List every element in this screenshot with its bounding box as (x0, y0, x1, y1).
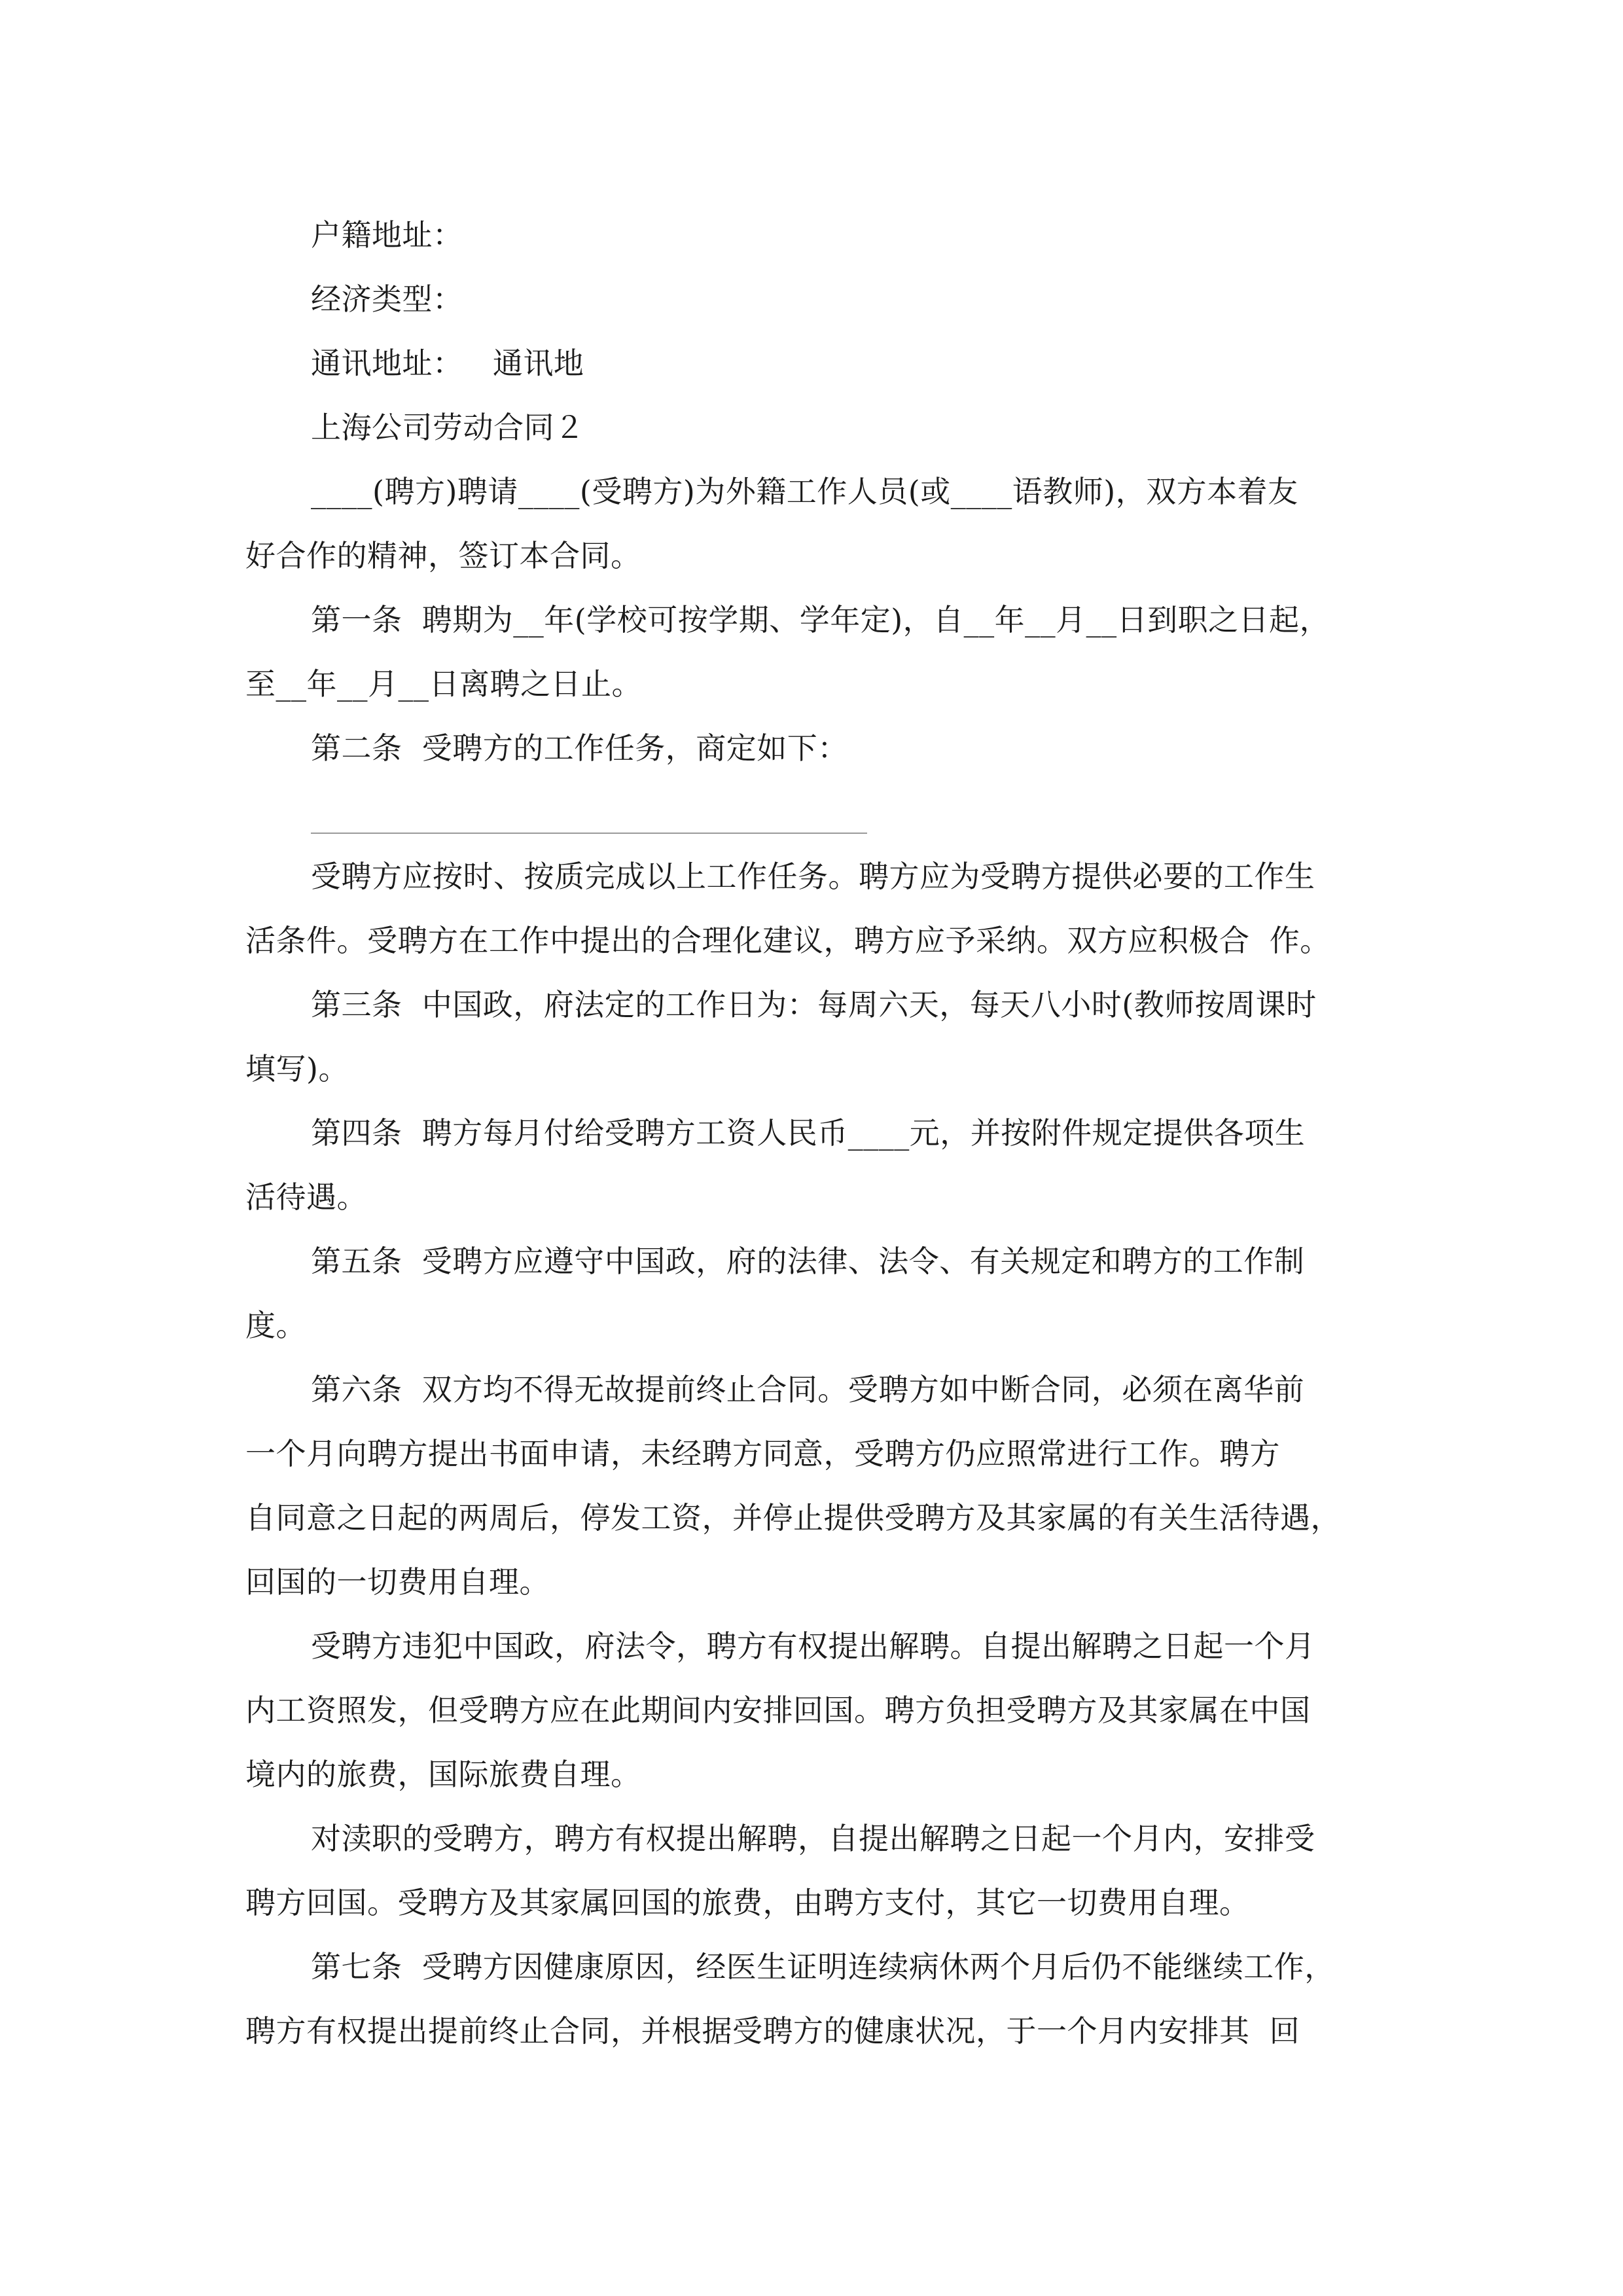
household-address-line: 户籍地址： (311, 217, 463, 253)
article-1-line: 第一条 聘期为__年(学校可按学期、学年定)，自__年__月__日到职之日起， (311, 602, 1330, 637)
paragraph-line: 内工资照发，但受聘方应在此期间内安排回国。聘方负担受聘方及其家属在中国 (245, 1693, 1311, 1728)
article-5-line: 第五条 受聘方应遵守中国政，府的法律、法令、有关规定和聘方的工作制 (311, 1244, 1305, 1279)
paragraph-line: ____(聘方)聘请____(受聘方)为外籍工作人员(或____语教师)，双方本着友 (311, 474, 1298, 509)
paragraph-line: 对渎职的受聘方，聘方有权提出解聘，自提出解聘之日起一个月内，安排受 (311, 1821, 1315, 1856)
paragraph-line: 自同意之日起的两周后，停发工资，并停止提供受聘方及其家属的有关生活待遇， (245, 1500, 1341, 1535)
article-2-line: 第二条 受聘方的工作任务，商定如下： (311, 730, 848, 766)
paragraph-line: 聘方有权提出提前终止合同，并根据受聘方的健康状况，于一个月内安排其 回 (245, 2013, 1300, 2049)
document-body (245, 203, 1384, 2063)
paragraph-line: 受聘方违犯中国政，府法令，聘方有权提出解聘。自提出解聘之日起一个月 (311, 1628, 1315, 1664)
contract-title: 上海公司劳动合同２ (311, 410, 585, 445)
paragraph-line: 好合作的精神，签订本合同。 (245, 538, 641, 573)
fill-in-blank-rule (311, 833, 867, 834)
article-4-line: 第四条 聘方每月付给受聘方工资人民币____元，并按附件规定提供各项生 (311, 1115, 1306, 1151)
paragraph-line: 境内的旅费，国际旅费自理。 (245, 1757, 641, 1792)
paragraph-line: 至__年__月__日离聘之日止。 (245, 666, 642, 702)
economic-type-line: 经济类型： (311, 281, 463, 317)
paragraph-line: 回国的一切费用自理。 (245, 1564, 550, 1600)
article-7-line: 第七条 受聘方因健康原因，经医生证明连续病休两个月后仍不能继续工作， (311, 1949, 1335, 1984)
paragraph-line: 度。 (245, 1308, 306, 1343)
paragraph-line: 受聘方应按时、按质完成以上工作任务。聘方应为受聘方提供必要的工作生 (311, 859, 1315, 894)
fill-in-blank-row (245, 780, 1384, 844)
paragraph-line: 活待遇。 (245, 1179, 367, 1215)
paragraph-line: 活条件。受聘方在工作中提出的合理化建议，聘方应予采纳。双方应积极合 作。 (245, 923, 1330, 958)
paragraph-line: 聘方回国。受聘方及其家属回国的旅费，由聘方支付，其它一切费用自理。 (245, 1885, 1250, 1920)
article-6-line: 第六条 双方均不得无故提前终止合同。受聘方如中断合同，必须在离华前 (311, 1372, 1305, 1407)
paragraph-line: 一个月向聘方提出书面申请，未经聘方同意，受聘方仍应照常进行工作。聘方 (245, 1436, 1280, 1471)
paragraph-line: 填写)。 (245, 1051, 349, 1086)
mailing-address-line: 通讯地址： 通讯地 (311, 346, 584, 381)
article-3-line: 第三条 中国政，府法定的工作日为：每周六天，每天八小时(教师按周课时 (311, 987, 1317, 1022)
